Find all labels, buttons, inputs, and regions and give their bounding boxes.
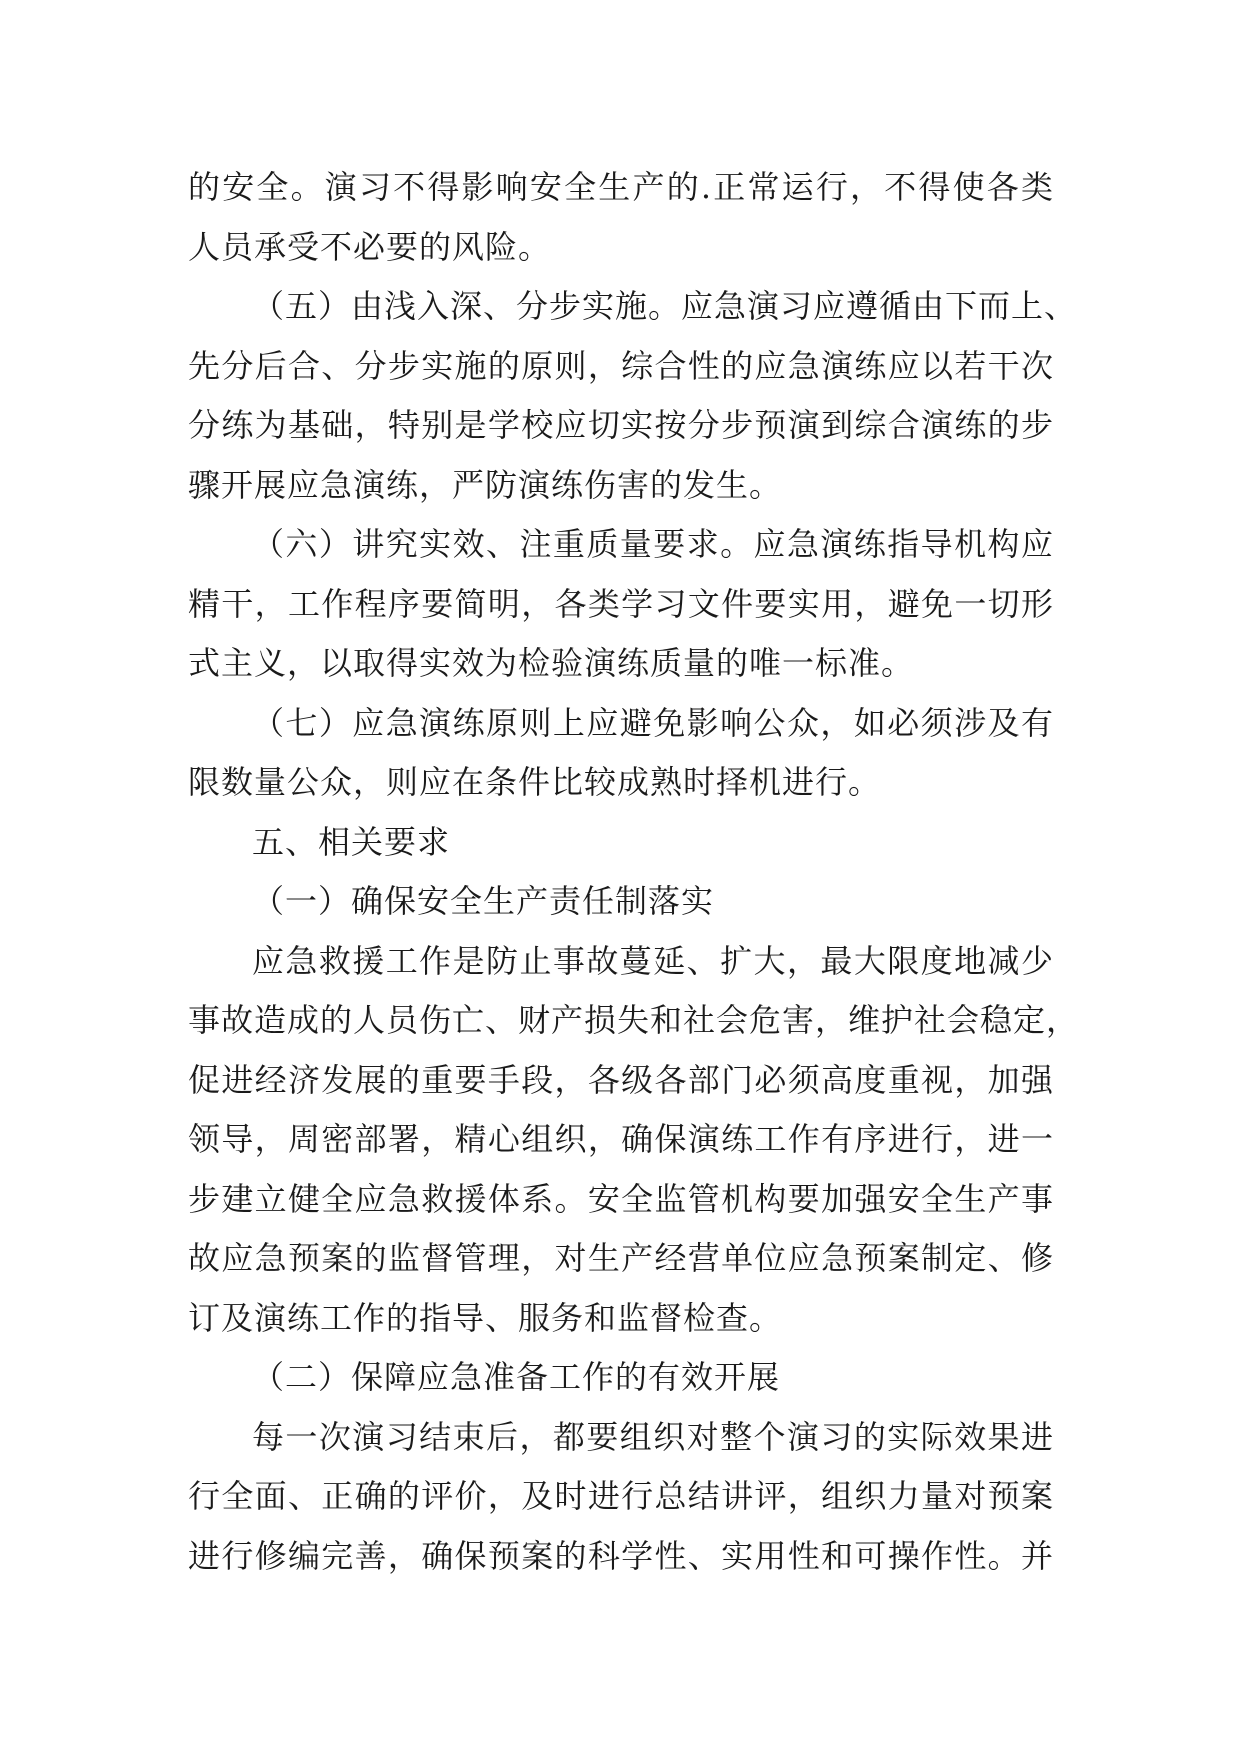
subsection-heading-2 <box>188 1348 1054 1408</box>
paragraph-4 <box>188 694 1054 813</box>
text-line: 先分后合、分步实施的原则，综合性的应急演练应以若干次 <box>188 346 1054 385</box>
text-line: 式主义，以取得实效为检验演练质量的唯一标准。 <box>188 644 915 682</box>
text-line: 进行修编完善，确保预案的科学性、实用性和可操作性。并 <box>188 1536 1054 1575</box>
text-line: 故应急预案的监督管理，对生产经营单位应急预案制定、修 <box>188 1239 1054 1277</box>
text-line: 每一次演习结束后，都要组织对整个演习的实际效果进 <box>252 1417 1054 1456</box>
paragraph-3 <box>188 515 1054 694</box>
text-line: 骤开展应急演练，严防演练伤害的发生。 <box>188 465 783 504</box>
paragraph-2 <box>188 277 1078 515</box>
text-line: 精干，工作程序要简明，各类学习文件要实用，避免一切形 <box>188 584 1054 623</box>
text-line: 事故造成的人员伤亡、财产损失和社会危害，维护社会稳定， <box>188 1001 1080 1039</box>
text-line: （七）应急演练原则上应避免影响公众，如必须涉及有 <box>252 703 1054 742</box>
text-line: （五）由浅入深、分步实施。应急演习应遵循由下而上、 <box>252 287 1078 325</box>
subsection-heading-1 <box>188 872 1054 932</box>
heading-text: 五、相关要求 <box>252 822 451 861</box>
paragraph-1 <box>188 158 1054 277</box>
text-line: 人员承受不必要的风险。 <box>188 227 552 266</box>
text-line: 的安全。演习不得影响安全生产的.正常运行，不得使各类 <box>188 168 1054 206</box>
text-line: 步建立健全应急救援体系。安全监管机构要加强安全生产事 <box>188 1179 1054 1218</box>
text-line: 领导，周密部署，精心组织，确保演练工作有序进行，进一 <box>188 1120 1054 1158</box>
document-page <box>188 158 1080 1586</box>
paragraph-6 <box>188 1408 1054 1587</box>
text-line: 促进经济发展的重要手段，各级各部门必须高度重视，加强 <box>188 1060 1054 1099</box>
text-line: 行全面、正确的评价，及时进行总结讲评，组织力量对预案 <box>188 1477 1054 1515</box>
text-line: （六）讲究实效、注重质量要求。应急演练指导机构应 <box>252 525 1054 563</box>
paragraph-5 <box>188 932 1080 1349</box>
heading-text: （一）确保安全生产责任制落实 <box>252 882 715 920</box>
text-line: 订及演练工作的指导、服务和监督检查。 <box>188 1298 783 1337</box>
heading-text: （二）保障应急准备工作的有效开展 <box>252 1358 781 1396</box>
section-heading <box>188 813 1054 873</box>
text-line: 限数量公众，则应在条件比较成熟时择机进行。 <box>188 763 882 801</box>
text-line: 应急救援工作是防止事故蔓延、扩大，最大限度地减少 <box>252 941 1054 980</box>
text-line: 分练为基础，特别是学校应切实按分步预演到综合演练的步 <box>188 406 1054 444</box>
